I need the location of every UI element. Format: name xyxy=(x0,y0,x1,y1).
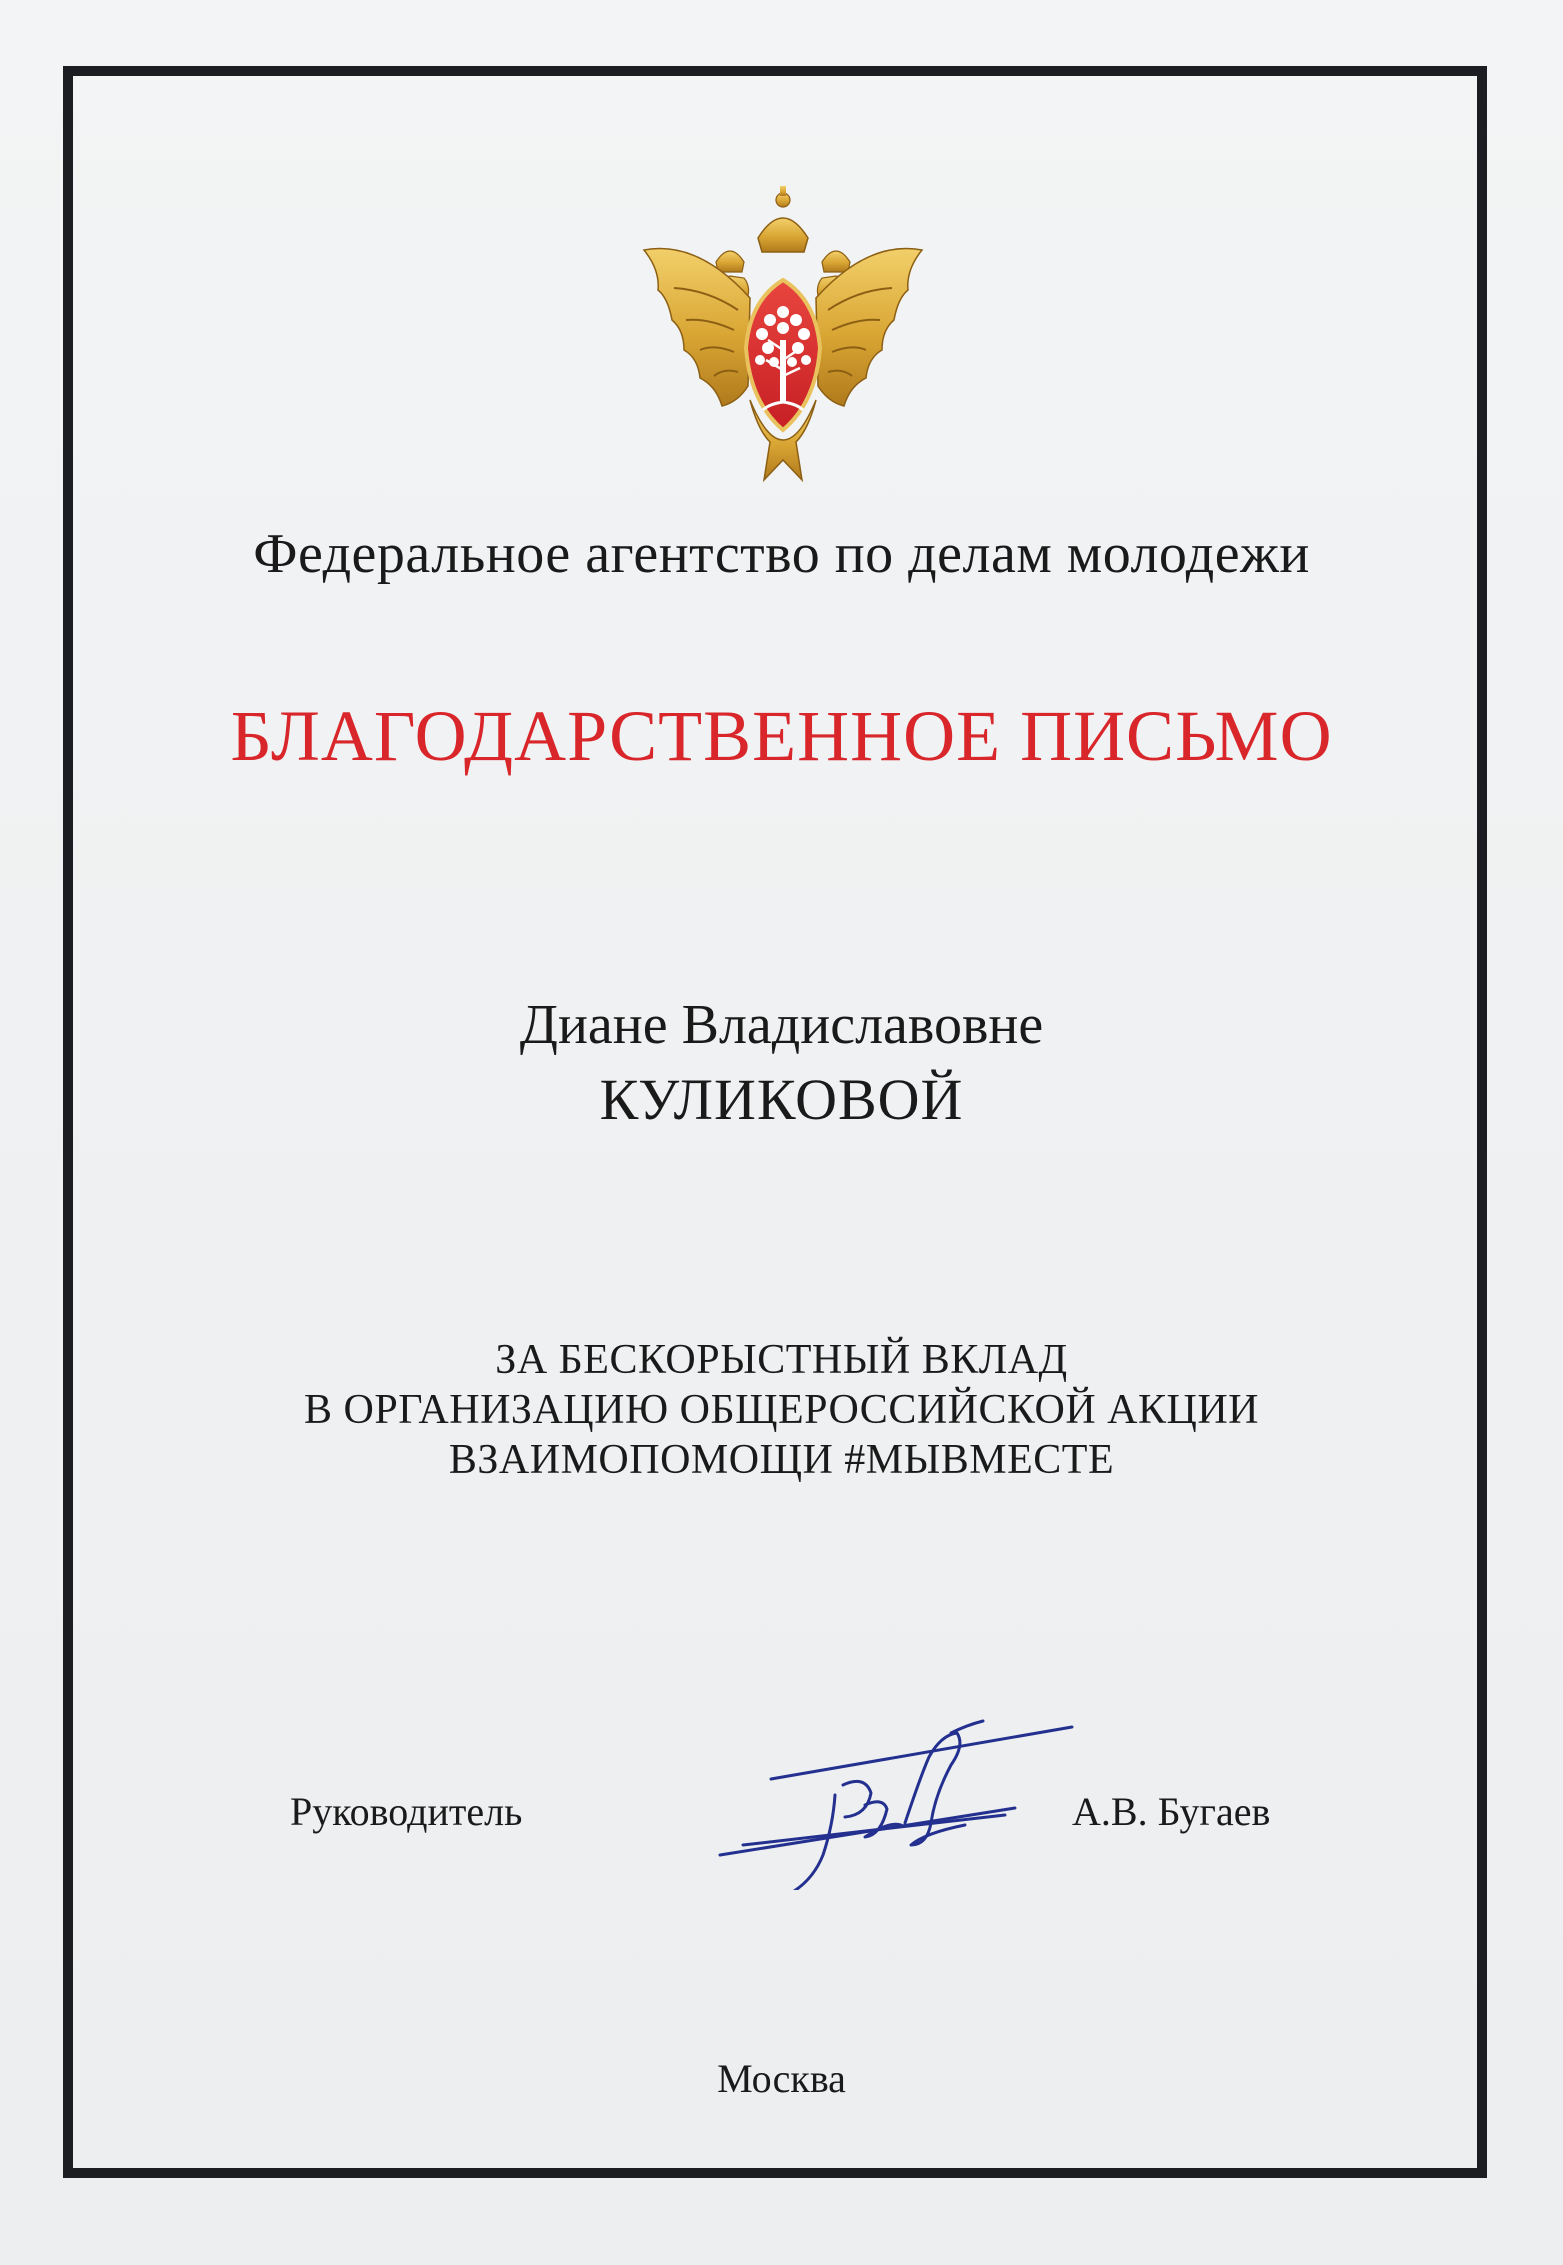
signatory-role: Руководитель xyxy=(290,1789,523,1834)
agency-name: Федеральное агентство по делам молодежи xyxy=(253,523,1310,585)
red-shield-icon xyxy=(746,280,820,430)
recipient-last-name: КУЛИКОВОЙ xyxy=(599,1067,964,1132)
recipient-first-names: Диане Владиславовне xyxy=(519,994,1044,1056)
reason-line: В ОРГАНИЗАЦИЮ ОБЩЕРОССИЙСКОЙ АКЦИИ xyxy=(304,1387,1259,1433)
eagle-emblem-icon xyxy=(638,180,928,490)
city-name: Москва xyxy=(717,2056,846,2101)
reason-line: ВЗАИМОПОМОЩИ #МЫВМЕСТЕ xyxy=(448,1437,1115,1483)
handwritten-signature xyxy=(715,1705,1080,1890)
reason-line: ЗА БЕСКОРЫСТНЫЙ ВКЛАД xyxy=(495,1337,1068,1383)
central-crown-icon xyxy=(758,186,808,252)
document-title: БЛАГОДАРСТВЕННОЕ ПИСЬМО xyxy=(230,696,1333,776)
signatory-name: А.В. Бугаев xyxy=(1072,1789,1271,1834)
